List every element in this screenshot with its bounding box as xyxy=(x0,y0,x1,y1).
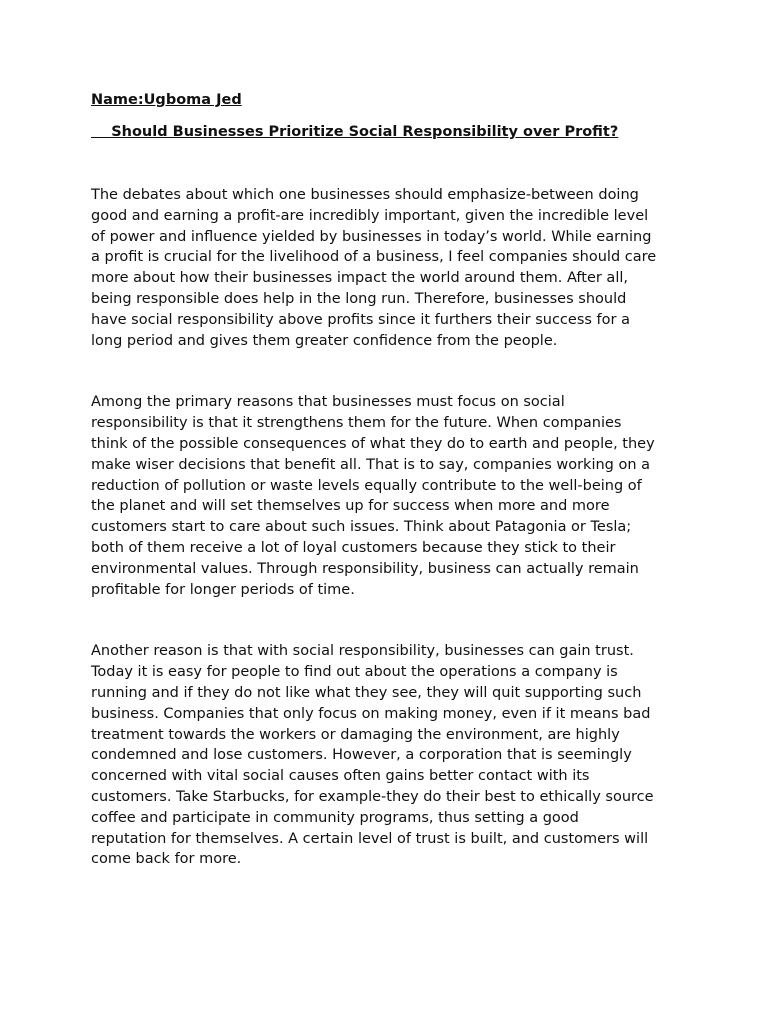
paragraph-1 xyxy=(91,185,691,351)
text-line: profitable for longer periods of time. xyxy=(91,581,355,598)
text-line: Another reason is that with social responsibility, businesses can gain trust. xyxy=(91,643,634,660)
text-line: come back for more. xyxy=(91,851,242,868)
text-line: have social responsibility above profits since it furthers their success for a xyxy=(91,311,630,328)
text-line: both of them receive a lot of loyal customers because they stick to their xyxy=(91,539,616,556)
text-line: long period and gives them greater confidence from the people. xyxy=(91,332,558,349)
text-line: Today it is easy for people to find out about the operations a company is xyxy=(91,664,618,681)
text-line: environmental values. Through responsibility, business can actually remain xyxy=(91,560,639,577)
text-line: business. Companies that only focus on making money, even if it means bad xyxy=(91,705,651,722)
text-line: responsibility is that it strengthens them for the future. When companies xyxy=(91,415,622,432)
text-line: The debates about which one businesses should emphasize-between doing xyxy=(91,187,639,203)
text-line: more about how their businesses impact the world around them. After all, xyxy=(91,270,628,287)
essay-title: Should Businesses Prioritize Social Responsibility over Profit? xyxy=(91,124,619,140)
text-line: reputation for themselves. A certain level of trust is built, and customers will xyxy=(91,830,649,847)
text-line: customers. Take Starbucks, for example-they do their best to ethically source xyxy=(91,788,654,805)
text-line: concerned with vital social causes often gains better contact with its xyxy=(91,768,590,785)
text-line: running and if they do not like what they see, they will quit supporting such xyxy=(91,684,642,701)
text-line: make wiser decisions that benefit all. That is to say, companies working on a xyxy=(91,456,651,473)
text-line: good and earning a profit-are incredibly important, given the incredible level xyxy=(91,207,649,224)
text-line: of power and influence yielded by businesses in today’s world. While earning xyxy=(91,228,652,245)
author-name: Name:Ugboma Jed xyxy=(91,92,242,108)
text-line: customers start to care about such issues. Think about Patagonia or Tesla; xyxy=(91,519,632,536)
text-line: being responsible does help in the long run. Therefore, businesses should xyxy=(91,290,627,307)
paragraph-3 xyxy=(91,641,691,870)
text-line: reduction of pollution or waste levels equally contribute to the well-being of xyxy=(91,477,642,494)
text-line: Among the primary reasons that businesses must focus on social xyxy=(91,394,565,411)
text-line: the planet and will set themselves up for success when more and more xyxy=(91,498,610,515)
text-line: think of the possible consequences of what they do to earth and people, they xyxy=(91,435,655,452)
paragraph-2 xyxy=(91,392,691,600)
text-line: condemned and lose customers. However, a corporation that is seemingly xyxy=(91,747,632,764)
essay-body xyxy=(91,185,691,911)
text-line: treatment towards the workers or damaging the environment, are highly xyxy=(91,726,620,743)
text-line: a profit is crucial for the livelihood of a business, I feel companies should care xyxy=(91,249,657,266)
text-line: coffee and participate in community programs, thus setting a good xyxy=(91,809,579,826)
